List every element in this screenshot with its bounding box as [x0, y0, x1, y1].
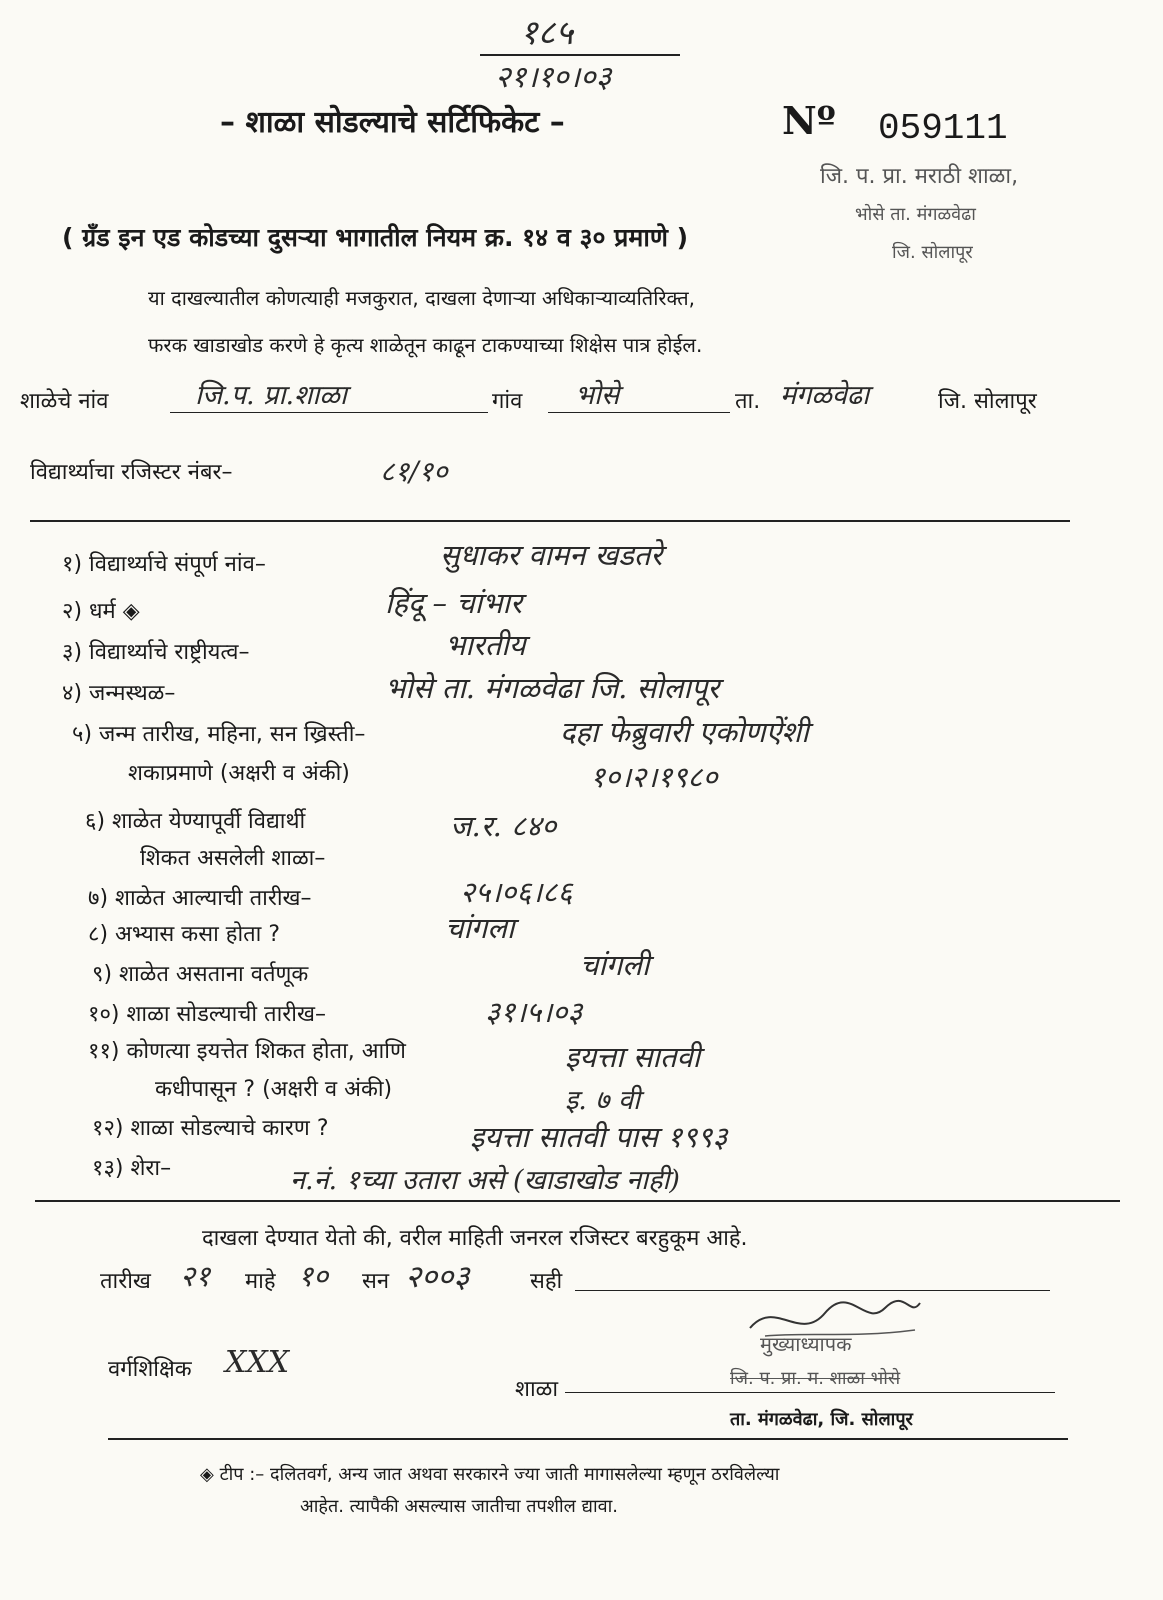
- field-5-value: दहा फेब्रुवारी एकोणऐंशी: [560, 715, 809, 749]
- year-label: सन: [362, 1269, 390, 1294]
- warning-line1: या दाखल्यातील कोणत्याही मजकुरात, दाखला देणाऱ्या अधिकाऱ्याव्यतिरिक्त,: [148, 286, 696, 310]
- taluka-label: ता.: [735, 389, 761, 414]
- district-text: जि. सोलापूर: [938, 389, 1037, 414]
- code-line: ( ग्रँड इन एड कोडच्या दुसऱ्या भागातील नियम क्र. १४ व ३० प्रमाणे ): [62, 223, 689, 252]
- class-teacher-label: वर्गशिक्षिक: [108, 1357, 192, 1382]
- note-line1: ◈ टीप :– दलितवर्ग, अन्य जात अथवा सरकारने ज्या जाती मागासलेल्या म्हणून ठरविलेल्या: [200, 1464, 780, 1485]
- taluka-value: मंगळवेढा: [780, 380, 870, 411]
- date-month: १०: [298, 1259, 329, 1293]
- field-4-value: भोसे ता. मंगळवेढा जि. सोलापूर: [385, 671, 720, 705]
- field-7-label: ७) शाळेत आल्याची तारीख–: [88, 886, 312, 911]
- field-6-label-cont: शिकत असलेली शाळा–: [140, 846, 326, 871]
- fields-divider: [35, 1200, 1120, 1202]
- certificate-title: – शाळा सोडल्याचे सर्टिफिकेट –: [220, 105, 565, 140]
- field-5-value-digits: १०।२।१९८०: [590, 760, 718, 794]
- class-teacher-value: XXX: [225, 1345, 290, 1380]
- date-day: २१: [180, 1259, 211, 1293]
- top-divider: [30, 520, 1070, 522]
- field-12-label: १२) शाळा सोडल्याचे कारण ?: [92, 1116, 329, 1141]
- field-8-value: चांगला: [445, 911, 515, 945]
- field-11-value-digits: इ. ७ वी: [565, 1085, 641, 1116]
- inward-number-bottom: २१।१०।०३: [495, 60, 612, 95]
- field-3-label: ३) विद्यार्थ्याचे राष्ट्रीयत्व–: [62, 640, 250, 665]
- field-2-value: हिंदू – चांभार: [385, 586, 522, 620]
- warning-line2: फरक खाडाखोड करणे हे कृत्य शाळेतून काढून टाकण्याच्या शिक्षेस पात्र होईल.: [148, 333, 703, 357]
- field-11-label: ११) कोणत्या इयत्तेत शिकत होता, आणि: [88, 1039, 406, 1064]
- school-name-value: जि.प. प्रा.शाळा: [195, 380, 347, 411]
- field-10-value: ३१।५।०३: [485, 995, 583, 1029]
- field-9-value: चांगली: [580, 948, 650, 982]
- note-line2: आहेत. त्यापैकी असल्यास जातीचा तपशील द्यावा.: [300, 1496, 619, 1517]
- signature-label: सही: [530, 1269, 563, 1294]
- field-2-label: २) धर्म ◈: [62, 599, 140, 624]
- field-3-value: भारतीय: [445, 628, 526, 662]
- field-1-label: १) विद्यार्थ्याचे संपूर्ण नांव–: [62, 552, 266, 577]
- register-label: विद्यार्थ्याचा रजिस्टर नंबर–: [30, 460, 233, 485]
- school-label: शाळा: [515, 1377, 559, 1402]
- month-label: माहे: [245, 1269, 276, 1294]
- field-7-value: २५।०६।८६: [460, 875, 573, 909]
- field-5-label: ५) जन्म तारीख, महिना, सन ख्रिस्ती–: [72, 722, 366, 747]
- school-name-line: [170, 412, 488, 413]
- village-value: भोसे: [575, 380, 620, 411]
- field-13-value: न.नं. १च्या उतारा असे (खाडाखोड नाही): [290, 1165, 680, 1196]
- school-stamp-line1: जि. प. प्रा. मराठी शाळा,: [820, 164, 1019, 189]
- field-11-label-cont: कधीपासून ? (अक्षरी व अंकी): [155, 1077, 393, 1102]
- field-9-label: ९) शाळेत असताना वर्तणूक: [92, 962, 309, 987]
- number-symbol: Nº: [782, 98, 836, 143]
- field-6-value: ज.र. ८४०: [450, 809, 557, 843]
- certificate-number: 059111: [878, 108, 1008, 149]
- inward-number-top: १८५: [520, 13, 574, 53]
- field-5-label-cont: शकाप्रमाणे (अक्षरी व अंकी): [128, 761, 350, 786]
- field-4-label: ४) जन्मस्थळ–: [62, 681, 176, 706]
- village-label: गांव: [492, 389, 523, 414]
- school-stamp-line2: भोसे ता. मंगळवेढा: [855, 204, 976, 225]
- declaration-text: दाखला देण्यात येतो की, वरील माहिती जनरल रजिस्टर बरहुकूम आहे.: [202, 1226, 748, 1251]
- footer-divider: [108, 1438, 1068, 1440]
- school-stamp-line3: जि. सोलापूर: [892, 242, 973, 263]
- footer-stamp-line2: ता. मंगळवेढा, जि. सोलापूर: [730, 1409, 913, 1430]
- register-value: ८१/१०: [380, 455, 448, 488]
- village-line: [548, 412, 730, 413]
- school-name-label: शाळेचे नांव: [20, 389, 109, 414]
- footer-stamp-line1: जि. प. प्रा. म. शाळा भोसे: [730, 1368, 901, 1389]
- field-1-value: सुधाकर वामन खडतरे: [440, 538, 663, 572]
- field-13-label: १३) शेरा–: [92, 1156, 172, 1181]
- field-8-label: ८) अभ्यास कसा होता ?: [88, 922, 281, 947]
- headmaster-label: मुख्याध्यापक: [760, 1332, 852, 1356]
- date-label: तारीख: [100, 1269, 151, 1294]
- date-year: २००३: [405, 1259, 470, 1295]
- field-11-value: इयत्ता सातवी: [565, 1040, 701, 1074]
- field-10-label: १०) शाळा सोडल्याची तारीख–: [88, 1002, 326, 1027]
- field-12-value: इयत्ता सातवी पास १९९३: [470, 1120, 728, 1154]
- field-6-label: ६) शाळेत येण्यापूर्वी विद्यार्थी: [85, 809, 306, 834]
- school-line: [565, 1392, 1055, 1393]
